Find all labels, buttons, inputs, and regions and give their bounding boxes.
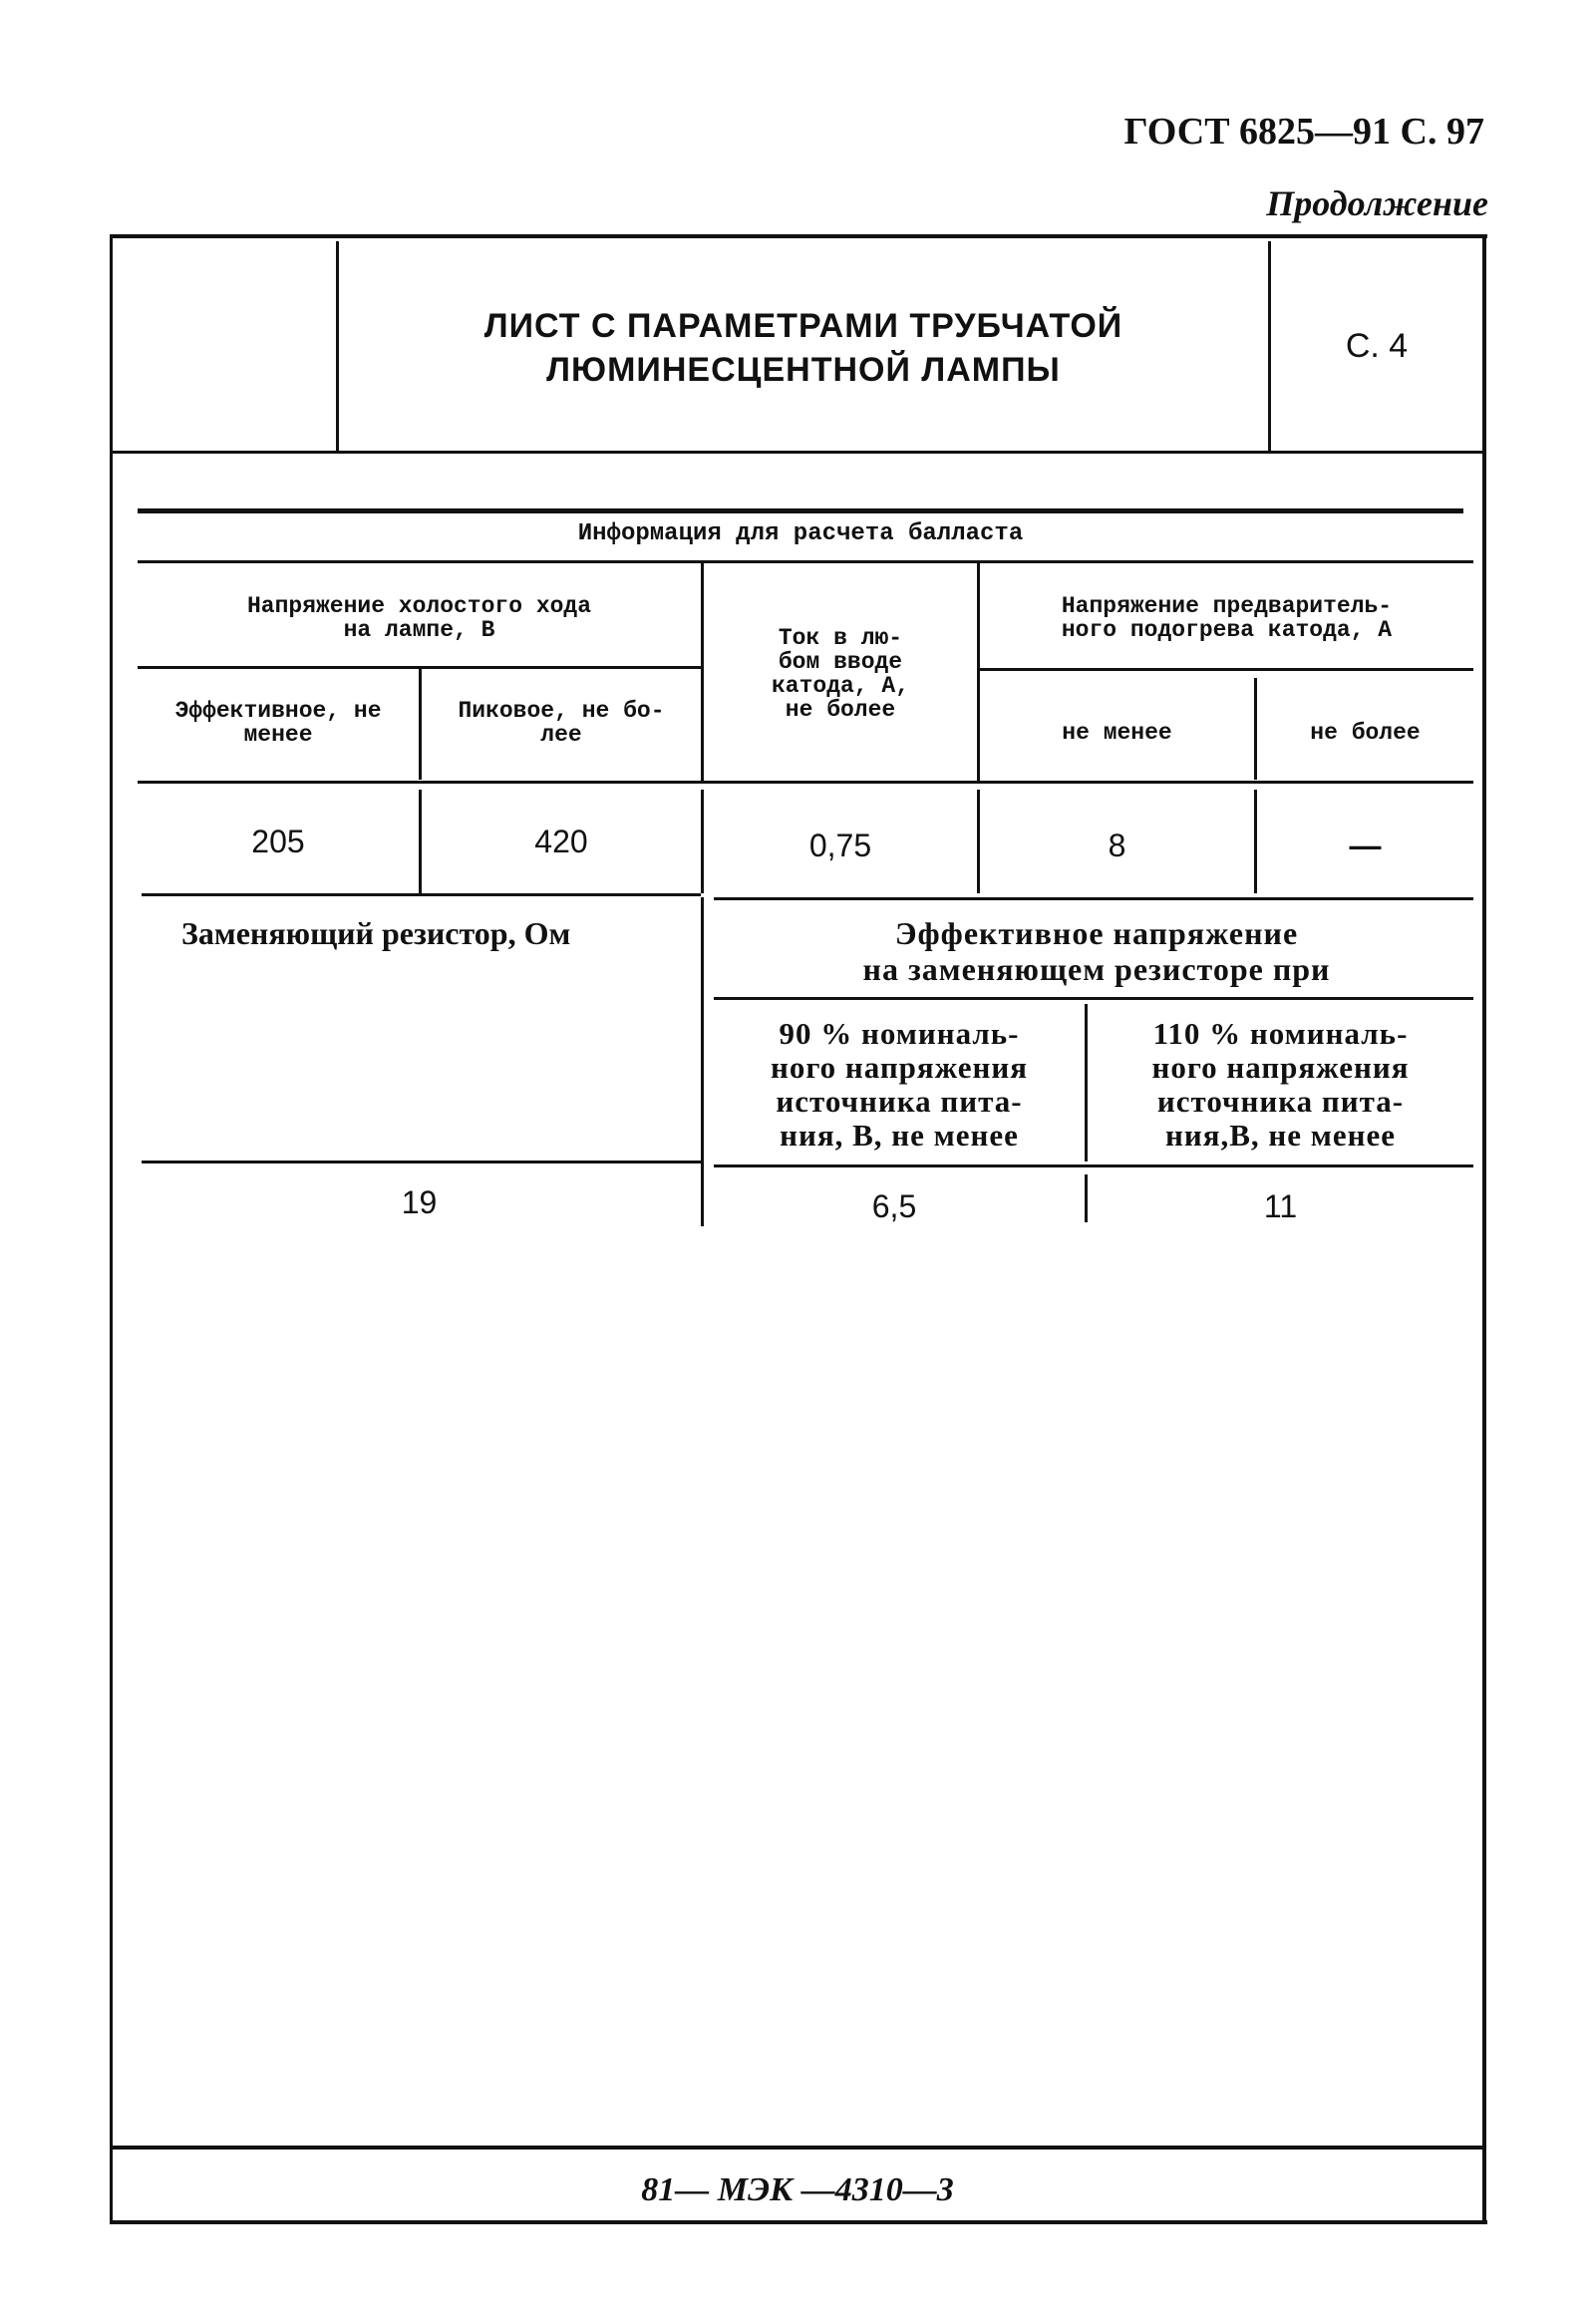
pct110-header: 110 % номиналь- ного напряжения источника пита- ния,В, не менее xyxy=(1151,1016,1410,1153)
gost-page-code: ГОСТ 6825—91 С. 97 xyxy=(1123,111,1484,153)
value-pct110: 11 xyxy=(1263,1188,1298,1224)
eff-voltage-header: Эффективное напряжение на заменяющем резисторе при xyxy=(862,915,1331,987)
frame-top-rule xyxy=(110,234,1487,238)
voltage-group-underline xyxy=(138,666,701,669)
value-resistor: 19 xyxy=(401,1184,438,1220)
pct90-header: 90 % номиналь- ного напряжения источника пита- ния, В, не менее xyxy=(770,1016,1029,1153)
footer-top-rule xyxy=(113,2146,1482,2150)
table-top-rule xyxy=(138,508,1463,513)
resistor-header: Заменяющий резистор, Ом xyxy=(181,915,571,951)
section2-header-bottom-rule-left xyxy=(142,1161,701,1163)
sheet-page-number: С. 4 xyxy=(1345,327,1409,365)
frame-left-rule xyxy=(110,234,113,2223)
header-preheat-min: не менее xyxy=(1062,720,1172,746)
value-current: 0,75 xyxy=(808,828,872,863)
title-block-bottom-rule xyxy=(113,451,1482,454)
header-current: Ток в лю- бом вводе катода, А, не более xyxy=(771,625,910,723)
sheet-title-line1: ЛИСТ С ПАРАМЕТРАМИ ТРУБЧАТОЙ xyxy=(483,307,1123,345)
footer-code: 81— МЭК —4310—3 xyxy=(641,2171,954,2208)
value-peak: 420 xyxy=(534,824,588,859)
sheet-title xyxy=(339,304,1268,392)
header-preheat-max: не более xyxy=(1310,720,1421,746)
value-effective: 205 xyxy=(251,824,305,859)
sheet-title-line2: ЛЮМИНЕСЦЕНТНОЙ ЛАМПЫ xyxy=(546,351,1061,389)
value-pct90: 6,5 xyxy=(871,1188,917,1224)
continuation-label: Продолжение xyxy=(1266,183,1488,223)
header-preheat-group: Напряжение предваритель- ного подогрева катода, А xyxy=(1061,593,1393,643)
row1-bottom-rule-left xyxy=(142,893,701,896)
header-effective: Эффективное, не менее xyxy=(174,698,382,748)
caption-bottom-rule xyxy=(138,560,1473,563)
frame-right-rule xyxy=(1482,234,1486,2223)
header-voltage-group: Напряжение холостого хода на лампе, В xyxy=(246,593,592,643)
value-preheat-min: 8 xyxy=(1108,828,1126,863)
value-preheat-max: — xyxy=(1349,828,1382,863)
eff-voltage-underline xyxy=(714,997,1473,1000)
header-bottom-rule xyxy=(138,781,1473,784)
header-peak: Пиковое, не бо- лее xyxy=(458,698,665,748)
row1-bottom-rule-right xyxy=(714,897,1473,900)
preheat-group-underline xyxy=(980,668,1473,671)
frame-bottom-rule xyxy=(110,2220,1487,2224)
section2-header-bottom-rule-right xyxy=(714,1164,1473,1167)
table-caption: Информация для расчета балласта xyxy=(577,520,1024,547)
